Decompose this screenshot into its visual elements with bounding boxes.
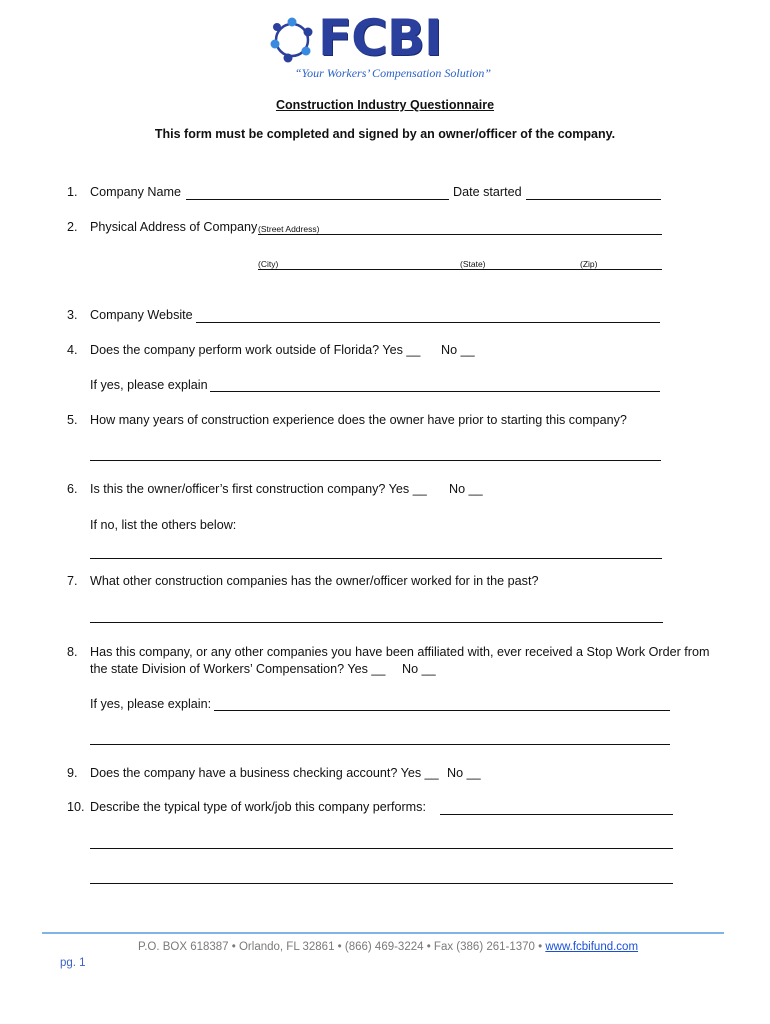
q4-no: No __ <box>441 343 475 357</box>
q8-explain-label: If yes, please explain: <box>90 697 212 711</box>
q6-number: 6. <box>67 482 78 496</box>
q8-explain-field[interactable] <box>214 710 670 711</box>
zip-label: (Zip) <box>580 259 598 269</box>
tagline: “Your Workers’ Compensation Solution” <box>294 66 492 80</box>
q6-list-label: If no, list the others below: <box>90 518 237 532</box>
q10-label: Describe the typical type of work/job this company performs: <box>90 800 426 814</box>
q9-label: Does the company have a business checking account? Yes __ <box>90 766 439 780</box>
q2-number: 2. <box>67 220 78 234</box>
form-subtitle: This form must be completed and signed by an owner/officer of the company. <box>154 127 616 141</box>
logo-wordmark: FCBI <box>318 9 442 67</box>
q4-label: Does the company perform work outside of Florida? Yes __ <box>90 343 421 357</box>
q8-explain-field-2[interactable] <box>90 744 670 745</box>
street-address-field[interactable] <box>258 234 662 235</box>
q3-label: Company Website <box>90 308 193 322</box>
fcbi-logo <box>268 9 518 67</box>
q10-answer-field[interactable] <box>440 814 673 815</box>
q9-no: No __ <box>447 766 481 780</box>
q4-number: 4. <box>67 343 78 357</box>
city-state-zip-field[interactable] <box>258 269 662 270</box>
footer-website-link[interactable]: www.fcbifund.com <box>545 941 639 953</box>
footer-address: P.O. BOX 618387 • Orlando, FL 32861 • (866) 469-3224 • Fax (386) 261-1370 • <box>138 941 546 953</box>
q7-number: 7. <box>67 574 78 588</box>
q5-label: How many years of construction experience does the owner have prior to starting this company? <box>90 413 627 427</box>
q5-number: 5. <box>67 413 78 427</box>
q10-number: 10. <box>67 800 85 814</box>
q8-line2: the state Division of Workers’ Compensation? Yes __ <box>90 662 386 676</box>
footer-divider <box>42 932 724 934</box>
q4-explain-label: If yes, please explain <box>90 378 208 392</box>
q8-no: No __ <box>402 662 436 676</box>
footer-contact <box>138 941 638 953</box>
company-website-field[interactable] <box>196 322 660 323</box>
q9-number: 9. <box>67 766 78 780</box>
q8-line1: Has this company, or any other companies you have been affiliated with, ever received a Stop Work Order from <box>90 645 710 659</box>
state-label: (State) <box>460 259 486 269</box>
q3-number: 3. <box>67 308 78 322</box>
street-address-label: (Street Address) <box>258 224 320 234</box>
date-started-label: Date started <box>453 185 522 199</box>
q6-no: No __ <box>449 482 483 496</box>
q7-label: What other construction companies has the owner/officer worked for in the past? <box>90 574 539 588</box>
q5-answer-field[interactable] <box>90 460 661 461</box>
city-label: (City) <box>258 259 279 269</box>
people-circle-icon <box>268 16 318 64</box>
form-title: Construction Industry Questionnaire <box>275 98 495 112</box>
q4-explain-field[interactable] <box>210 391 660 392</box>
q10-answer-field-3[interactable] <box>90 883 673 884</box>
page-number: pg. 1 <box>60 957 86 969</box>
q10-answer-field-2[interactable] <box>90 848 673 849</box>
q1-label: Company Name <box>90 185 181 199</box>
q6-others-field[interactable] <box>90 558 662 559</box>
q8-number: 8. <box>67 645 78 659</box>
company-name-field[interactable] <box>186 199 449 200</box>
q6-label: Is this the owner/officer’s first construction company? Yes __ <box>90 482 427 496</box>
q2-label: Physical Address of Company <box>90 220 258 234</box>
q7-answer-field[interactable] <box>90 622 663 623</box>
date-started-field[interactable] <box>526 199 661 200</box>
q1-number: 1. <box>67 185 78 199</box>
